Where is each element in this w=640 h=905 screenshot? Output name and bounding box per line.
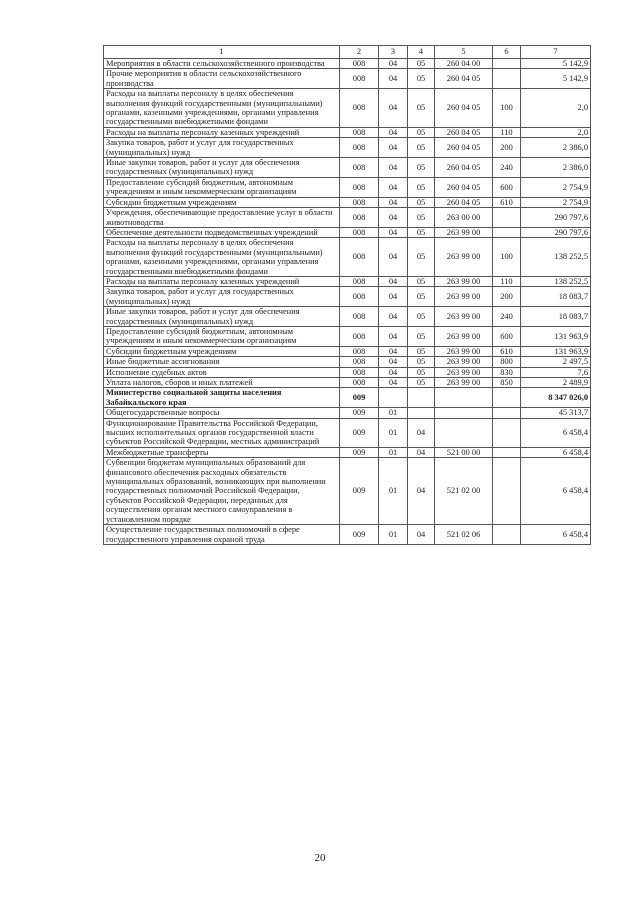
row-target-article-cell: 260 04 05 [435, 158, 493, 178]
row-amount-cell: 138 252,5 [521, 276, 591, 286]
row-subsection-cell: 05 [408, 138, 435, 158]
row-admin-code-cell: 008 [340, 177, 379, 197]
row-amount-cell: 290 797,6 [521, 208, 591, 228]
table-row [104, 287, 591, 307]
row-target-article-cell: 263 99 00 [435, 276, 493, 286]
row-amount-cell: 6 458,4 [521, 447, 591, 457]
row-admin-code-cell: 009 [340, 525, 379, 545]
row-section-cell: 04 [379, 197, 408, 207]
row-subsection-cell: 05 [408, 276, 435, 286]
row-target-article-cell: 263 99 00 [435, 238, 493, 277]
row-subsection-cell: 05 [408, 326, 435, 346]
table-row [104, 177, 591, 197]
row-admin-code-cell: 008 [340, 158, 379, 178]
row-admin-code-cell: 008 [340, 287, 379, 307]
row-amount-cell: 290 797,6 [521, 227, 591, 237]
row-expense-type-cell: 240 [493, 307, 521, 327]
row-target-article-cell: 263 99 00 [435, 378, 493, 388]
row-expense-type-cell: 110 [493, 276, 521, 286]
row-amount-cell: 131 963,9 [521, 326, 591, 346]
row-amount-cell: 5 142,9 [521, 69, 591, 89]
row-expense-type-cell [493, 388, 521, 408]
row-admin-code-cell: 008 [340, 367, 379, 377]
row-expense-type-cell [493, 227, 521, 237]
row-target-article-cell: 521 02 06 [435, 525, 493, 545]
row-expense-type-cell [493, 525, 521, 545]
row-target-article-cell: 263 99 00 [435, 357, 493, 367]
row-name-cell: Уплата налогов, сборов и иных платежей [104, 378, 340, 388]
table-row [104, 458, 591, 525]
table-row [104, 227, 591, 237]
row-expense-type-cell: 200 [493, 138, 521, 158]
row-admin-code-cell: 009 [340, 388, 379, 408]
row-expense-type-cell: 800 [493, 357, 521, 367]
row-target-article-cell: 263 99 00 [435, 287, 493, 307]
row-amount-cell: 2 497,5 [521, 357, 591, 367]
row-expense-type-cell [493, 69, 521, 89]
table-row [104, 326, 591, 346]
row-subsection-cell: 05 [408, 158, 435, 178]
header-cell-3: 3 [379, 46, 408, 59]
row-admin-code-cell: 009 [340, 447, 379, 457]
row-section-cell: 04 [379, 89, 408, 128]
row-amount-cell: 45 313,7 [521, 408, 591, 418]
row-expense-type-cell: 610 [493, 197, 521, 207]
row-subsection-cell: 05 [408, 357, 435, 367]
row-expense-type-cell: 830 [493, 367, 521, 377]
row-target-article-cell: 263 99 00 [435, 326, 493, 346]
row-name-cell: Предоставление субсидий бюджетным, автономным учреждениям и иным некоммерческим организациям [104, 326, 340, 346]
row-section-cell: 04 [379, 367, 408, 377]
header-cell-4: 4 [408, 46, 435, 59]
budget-table [103, 45, 591, 545]
row-admin-code-cell: 008 [340, 208, 379, 228]
row-section-cell: 04 [379, 127, 408, 137]
row-name-cell: Межбюджетные трансферты [104, 447, 340, 457]
row-amount-cell: 8 347 026,0 [521, 388, 591, 408]
header-cell-6: 6 [493, 46, 521, 59]
row-amount-cell: 2,0 [521, 89, 591, 128]
row-section-cell: 04 [379, 227, 408, 237]
row-section-cell: 01 [379, 525, 408, 545]
table-row [104, 69, 591, 89]
row-amount-cell: 6 458,4 [521, 418, 591, 447]
row-target-article-cell [435, 418, 493, 447]
table-row [104, 525, 591, 545]
row-admin-code-cell: 008 [340, 89, 379, 128]
row-name-cell: Субвенции бюджетам муниципальных образований для финансового обеспечения расходных обязательств муниципальных образований, возникающих при выполнении государственных полномочий Российской Федерации, субъектов Российской Федерации, переданных для осуществления органам местного самоуправления в установленном порядке [104, 458, 340, 525]
row-target-article-cell: 260 04 05 [435, 69, 493, 89]
row-admin-code-cell: 008 [340, 326, 379, 346]
row-expense-type-cell [493, 447, 521, 457]
row-name-cell: Субсидии бюджетным учреждениям [104, 197, 340, 207]
page-number: 20 [314, 852, 326, 864]
header-row [104, 46, 591, 59]
row-name-cell: Расходы на выплаты персоналу казенных учреждений [104, 127, 340, 137]
row-section-cell: 04 [379, 138, 408, 158]
row-expense-type-cell [493, 408, 521, 418]
row-target-article-cell [435, 408, 493, 418]
row-subsection-cell: 04 [408, 447, 435, 457]
row-subsection-cell: 05 [408, 287, 435, 307]
row-admin-code-cell: 008 [340, 59, 379, 69]
row-target-article-cell: 260 04 05 [435, 127, 493, 137]
table-row [104, 346, 591, 356]
row-amount-cell: 6 458,4 [521, 525, 591, 545]
row-section-cell: 01 [379, 408, 408, 418]
row-name-cell: Функционирование Правительства Российской Федерации, высших исполнительных органов государственной власти субъектов Российской Федерации, местных администраций [104, 418, 340, 447]
row-section-cell: 04 [379, 357, 408, 367]
row-name-cell: Расходы на выплаты персоналу в целях обеспечения выполнения функций государственными (муниципальными) органами, казенными учреждениями, органами управления государственными внебюджетными фондами [104, 238, 340, 277]
table-row [104, 158, 591, 178]
row-section-cell: 04 [379, 378, 408, 388]
row-admin-code-cell: 008 [340, 197, 379, 207]
table-row [104, 378, 591, 388]
row-section-cell: 04 [379, 326, 408, 346]
row-subsection-cell: 04 [408, 418, 435, 447]
row-expense-type-cell: 240 [493, 158, 521, 178]
row-amount-cell: 5 142,9 [521, 59, 591, 69]
row-name-cell: Закупка товаров, работ и услуг для государственных (муниципальных) нужд [104, 287, 340, 307]
row-subsection-cell: 05 [408, 69, 435, 89]
row-target-article-cell: 263 00 00 [435, 208, 493, 228]
table-row [104, 197, 591, 207]
row-admin-code-cell: 008 [340, 378, 379, 388]
row-admin-code-cell: 009 [340, 408, 379, 418]
row-subsection-cell: 05 [408, 127, 435, 137]
table-row [104, 238, 591, 277]
table-row [104, 367, 591, 377]
row-target-article-cell: 263 99 00 [435, 346, 493, 356]
row-name-cell: Иные закупки товаров, работ и услуг для обеспечения государственных (муниципальных) нужд [104, 307, 340, 327]
row-name-cell: Предоставление субсидий бюджетным, автономным учреждениям и иным некоммерческим организациям [104, 177, 340, 197]
row-name-cell: Общегосударственные вопросы [104, 408, 340, 418]
row-subsection-cell: 05 [408, 346, 435, 356]
row-admin-code-cell: 008 [340, 276, 379, 286]
row-target-article-cell: 263 99 00 [435, 367, 493, 377]
table-body [104, 46, 591, 545]
row-subsection-cell: 04 [408, 458, 435, 525]
row-target-article-cell: 260 04 05 [435, 177, 493, 197]
row-amount-cell: 6 458,4 [521, 458, 591, 525]
table-row [104, 208, 591, 228]
row-section-cell: 04 [379, 177, 408, 197]
row-amount-cell: 2 754,9 [521, 177, 591, 197]
row-section-cell: 04 [379, 346, 408, 356]
row-target-article-cell: 260 04 05 [435, 138, 493, 158]
row-expense-type-cell [493, 458, 521, 525]
row-amount-cell: 2 386,0 [521, 138, 591, 158]
row-section-cell: 04 [379, 238, 408, 277]
row-name-cell: Иные закупки товаров, работ и услуг для обеспечения государственных (муниципальных) нужд [104, 158, 340, 178]
row-amount-cell: 18 083,7 [521, 287, 591, 307]
row-subsection-cell: 05 [408, 208, 435, 228]
row-admin-code-cell: 008 [340, 357, 379, 367]
row-section-cell: 04 [379, 208, 408, 228]
table-row [104, 408, 591, 418]
row-name-cell: Исполнение судебных актов [104, 367, 340, 377]
table-row [104, 89, 591, 128]
row-amount-cell: 2 754,9 [521, 197, 591, 207]
row-target-article-cell [435, 388, 493, 408]
row-section-cell: 01 [379, 458, 408, 525]
row-expense-type-cell: 100 [493, 238, 521, 277]
row-section-cell: 04 [379, 69, 408, 89]
row-target-article-cell: 521 02 00 [435, 458, 493, 525]
row-name-cell: Субсидии бюджетным учреждениям [104, 346, 340, 356]
row-amount-cell: 2 489,9 [521, 378, 591, 388]
row-target-article-cell: 263 99 00 [435, 307, 493, 327]
row-subsection-cell: 05 [408, 59, 435, 69]
row-admin-code-cell: 008 [340, 227, 379, 237]
row-expense-type-cell [493, 208, 521, 228]
row-amount-cell: 18 083,7 [521, 307, 591, 327]
table-row [104, 307, 591, 327]
row-admin-code-cell: 008 [340, 138, 379, 158]
row-section-cell: 04 [379, 307, 408, 327]
row-admin-code-cell: 009 [340, 458, 379, 525]
row-name-cell: Обеспечение деятельности подведомственных учреждений [104, 227, 340, 237]
row-section-cell [379, 388, 408, 408]
row-name-cell: Министерство социальной защиты населения Забайкальского края [104, 388, 340, 408]
row-subsection-cell: 04 [408, 525, 435, 545]
row-section-cell: 04 [379, 287, 408, 307]
row-amount-cell: 131 963,9 [521, 346, 591, 356]
row-subsection-cell: 05 [408, 367, 435, 377]
row-name-cell: Мероприятия в области сельскохозяйственного производства [104, 59, 340, 69]
row-section-cell: 01 [379, 447, 408, 457]
row-expense-type-cell: 850 [493, 378, 521, 388]
row-subsection-cell: 05 [408, 307, 435, 327]
row-expense-type-cell: 110 [493, 127, 521, 137]
row-subsection-cell: 05 [408, 177, 435, 197]
table-row [104, 127, 591, 137]
table-row [104, 276, 591, 286]
table-row [104, 138, 591, 158]
row-section-cell: 04 [379, 59, 408, 69]
row-section-cell: 04 [379, 158, 408, 178]
header-cell-1: 1 [104, 46, 340, 59]
row-subsection-cell: 05 [408, 227, 435, 237]
row-admin-code-cell: 008 [340, 127, 379, 137]
row-name-cell: Осуществление государственных полномочий в сфере государственного управления охраной труда [104, 525, 340, 545]
row-section-cell: 04 [379, 276, 408, 286]
row-subsection-cell: 05 [408, 378, 435, 388]
row-admin-code-cell: 008 [340, 346, 379, 356]
table-row [104, 418, 591, 447]
table-row [104, 357, 591, 367]
row-target-article-cell: 260 04 05 [435, 197, 493, 207]
row-expense-type-cell: 600 [493, 326, 521, 346]
row-target-article-cell: 260 04 05 [435, 89, 493, 128]
row-expense-type-cell: 610 [493, 346, 521, 356]
row-target-article-cell: 260 04 00 [435, 59, 493, 69]
table-row [104, 388, 591, 408]
row-expense-type-cell [493, 418, 521, 447]
row-subsection-cell [408, 408, 435, 418]
row-subsection-cell [408, 388, 435, 408]
row-target-article-cell: 521 00 00 [435, 447, 493, 457]
row-target-article-cell: 263 99 00 [435, 227, 493, 237]
row-subsection-cell: 05 [408, 89, 435, 128]
row-name-cell: Расходы на выплаты персоналу казенных учреждений [104, 276, 340, 286]
row-expense-type-cell: 100 [493, 89, 521, 128]
row-amount-cell: 2 386,0 [521, 158, 591, 178]
row-amount-cell: 138 252,5 [521, 238, 591, 277]
header-cell-7: 7 [521, 46, 591, 59]
row-amount-cell: 7,6 [521, 367, 591, 377]
row-name-cell: Иные бюджетные ассигнования [104, 357, 340, 367]
row-name-cell: Прочие мероприятия в области сельскохозяйственного производства [104, 69, 340, 89]
header-cell-2: 2 [340, 46, 379, 59]
table-row [104, 447, 591, 457]
row-name-cell: Учреждения, обеспечивающие предоставление услуг в области животноводства [104, 208, 340, 228]
row-section-cell: 01 [379, 418, 408, 447]
row-name-cell: Закупка товаров, работ и услуг для государственных (муниципальных) нужд [104, 138, 340, 158]
row-expense-type-cell [493, 59, 521, 69]
row-admin-code-cell: 008 [340, 238, 379, 277]
row-subsection-cell: 05 [408, 197, 435, 207]
row-subsection-cell: 05 [408, 238, 435, 277]
row-admin-code-cell: 008 [340, 69, 379, 89]
row-expense-type-cell: 600 [493, 177, 521, 197]
row-expense-type-cell: 200 [493, 287, 521, 307]
table-row [104, 59, 591, 69]
row-admin-code-cell: 009 [340, 418, 379, 447]
row-admin-code-cell: 008 [340, 307, 379, 327]
header-cell-5: 5 [435, 46, 493, 59]
row-name-cell: Расходы на выплаты персоналу в целях обеспечения выполнения функций государственными (муниципальными) органами, казенными учреждениями, органами управления государственными внебюджетными фондами [104, 89, 340, 128]
row-amount-cell: 2,0 [521, 127, 591, 137]
